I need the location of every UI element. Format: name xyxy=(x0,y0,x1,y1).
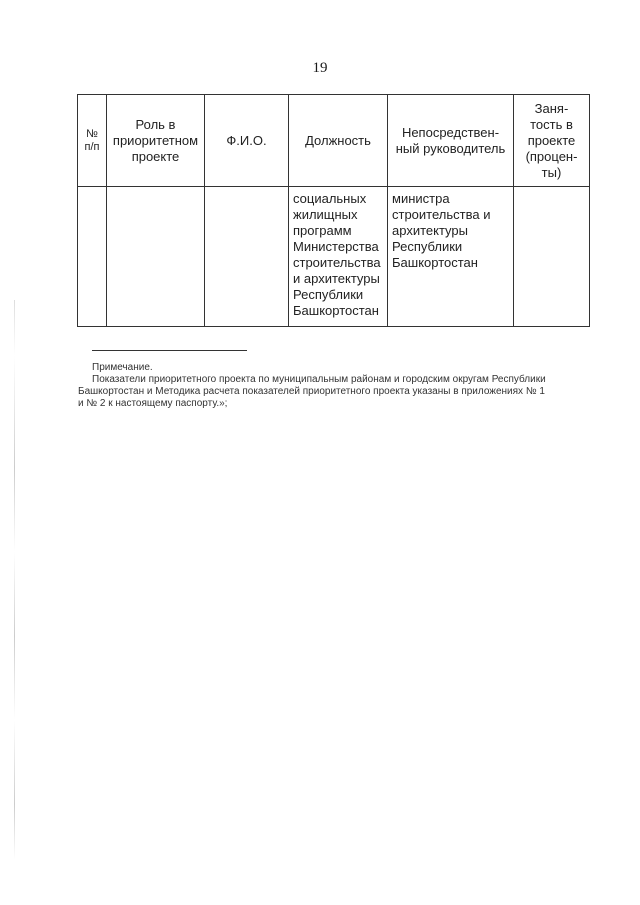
footnote-line: Башкортостан и Методика расчета показателей приоритетного проекта указаны в приложениях № 1 xyxy=(78,386,545,397)
header-manager-line: Непосредствен- xyxy=(401,124,500,140)
cell-position xyxy=(289,187,388,327)
position-line: Башкортостан xyxy=(293,303,379,318)
cell-role xyxy=(107,187,205,327)
header-employment-line: Заня- xyxy=(534,100,569,116)
header-employment-line: ты) xyxy=(541,164,562,180)
header-manager xyxy=(388,95,514,187)
page-number: 19 xyxy=(312,60,328,76)
manager-line: Республики xyxy=(392,239,463,254)
footnote-line: и № 2 к настоящему паспорту.»; xyxy=(78,398,228,409)
position-line: и архитектуры xyxy=(293,271,380,286)
position-line: строительства xyxy=(293,255,381,270)
cell-number xyxy=(78,187,107,327)
footnote-title: Примечание. xyxy=(92,362,153,373)
header-role-line: Роль в xyxy=(135,116,176,132)
header-employment-line: (процен- xyxy=(525,148,578,164)
header-number xyxy=(78,95,107,187)
header-fio-line: Ф.И.О. xyxy=(226,132,267,148)
header-employment-line: проекте xyxy=(527,132,576,148)
header-employment xyxy=(514,95,590,187)
header-role-line: проекте xyxy=(131,148,180,164)
manager-line: строительства и xyxy=(392,207,491,222)
position-line: социальных xyxy=(293,191,367,206)
header-role xyxy=(107,95,205,187)
header-position xyxy=(289,95,388,187)
cell-employment xyxy=(514,187,590,327)
cell-manager xyxy=(388,187,514,327)
header-role-line: приоритетном xyxy=(112,132,199,148)
position-line: жилищных xyxy=(293,207,358,222)
position-line: Республики xyxy=(293,287,364,302)
footnote-body xyxy=(78,374,592,410)
header-manager-line: ный руководитель xyxy=(395,140,506,156)
footnote-line: Показатели приоритетного проекта по муниципальным районам и городским округам Республики xyxy=(92,374,546,385)
manager-line: архитектуры xyxy=(392,223,468,238)
scan-artifact xyxy=(14,300,15,860)
header-employment-line: тость в xyxy=(530,116,573,132)
table-row xyxy=(78,187,590,327)
project-roles-table xyxy=(77,94,590,327)
header-position-line: Должность xyxy=(305,132,371,148)
header-number-line: п/п xyxy=(84,140,100,153)
table-header-row xyxy=(78,95,590,187)
position-line: программ xyxy=(293,223,352,238)
position-line: Министерства xyxy=(293,239,379,254)
header-number-line: № xyxy=(86,127,98,140)
footnote-divider xyxy=(92,350,247,351)
manager-line: Башкортостан xyxy=(392,255,478,270)
cell-fio xyxy=(205,187,289,327)
footnote xyxy=(78,362,592,410)
manager-line: министра xyxy=(392,191,450,206)
header-fio xyxy=(205,95,289,187)
